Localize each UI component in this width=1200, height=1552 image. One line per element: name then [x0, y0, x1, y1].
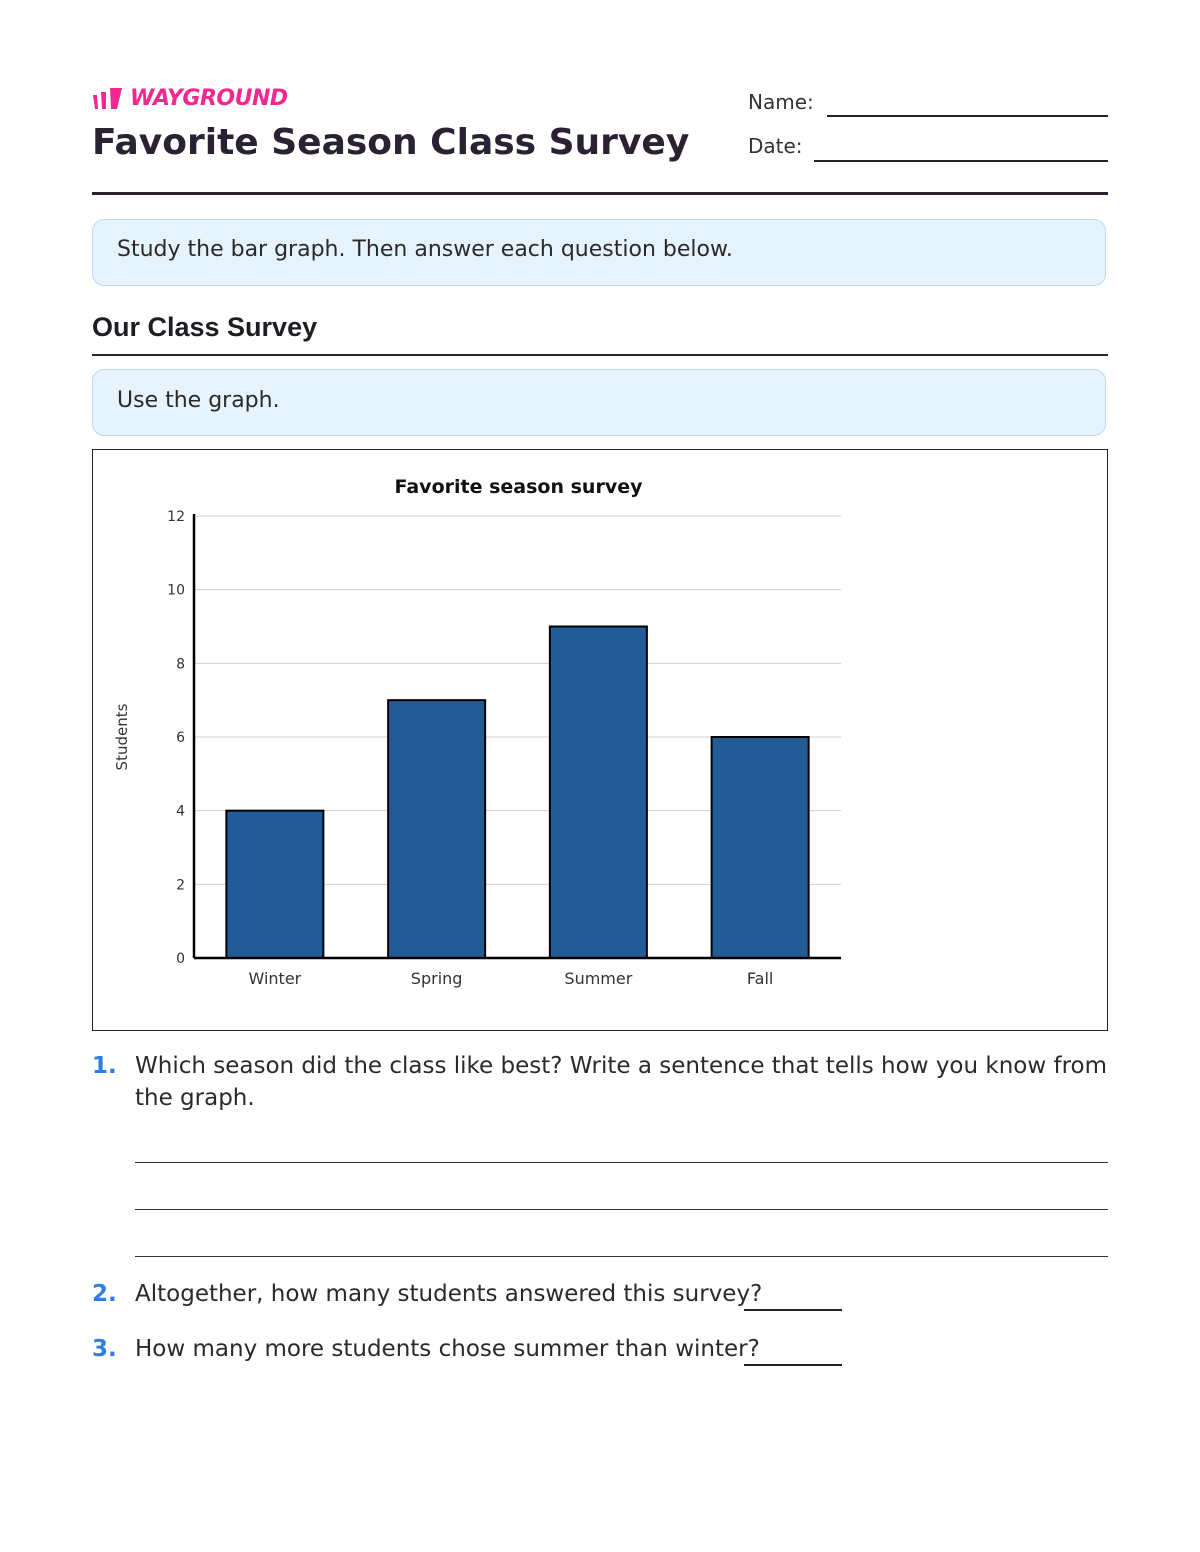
y-tick-label: 2: [176, 877, 185, 894]
page-title: Favorite Season Class Survey: [92, 122, 690, 163]
question-2-number: 2.: [92, 1281, 117, 1307]
y-tick-label: 10: [167, 582, 185, 599]
question-3-text: How many more students chose summer than winter?: [135, 1336, 760, 1362]
section-divider: [92, 354, 1108, 356]
y-tick-label: 6: [176, 730, 185, 746]
section-title: Our Class Survey: [92, 312, 318, 342]
question-1-number: 1.: [92, 1053, 117, 1079]
question-3-number: 3.: [92, 1336, 117, 1362]
section-instruction-box: [92, 369, 1106, 436]
x-tick-label: Spring: [410, 969, 463, 988]
y-tick-label: 4: [176, 803, 185, 820]
y-tick-label: 8: [176, 656, 185, 673]
question-2: [92, 1278, 762, 1310]
bar-fall: [712, 737, 809, 958]
header-divider: [92, 192, 1108, 195]
x-tick-label: Summer: [564, 969, 633, 988]
bar-summer: [550, 627, 647, 959]
answer-blank-3[interactable]: [744, 1364, 842, 1366]
bar-chart: [92, 449, 1108, 1031]
answer-line-3[interactable]: [135, 1256, 1108, 1257]
x-tick-label: Fall: [746, 969, 774, 988]
chart-title: Favorite season survey: [394, 476, 643, 498]
question-2-text: Altogether, how many students answered this survey?: [135, 1281, 763, 1307]
brand-logo: [92, 86, 288, 111]
y-axis-label: Students: [113, 703, 131, 771]
answer-line-1[interactable]: [135, 1162, 1108, 1163]
instructions-text: Study the bar graph. Then answer each question below.: [117, 237, 733, 262]
y-tick-label: 0: [176, 951, 185, 967]
wayground-logo-icon: [92, 87, 124, 111]
brand-name: WAYGROUND: [130, 86, 288, 111]
instructions-box: [92, 219, 1106, 286]
name-field[interactable]: [827, 115, 1108, 117]
bar-chart-svg: [93, 450, 1107, 1030]
name-label: Name:: [748, 90, 814, 114]
y-tick-label: 12: [167, 509, 185, 525]
section-instruction-text: Use the graph.: [117, 388, 280, 413]
bar-winter: [226, 811, 323, 958]
answer-blank-2[interactable]: [744, 1309, 842, 1311]
question-1-text: Which season did the class like best? Write a sentence that tells how you know from the graph.: [135, 1053, 1108, 1111]
bar-spring: [388, 700, 485, 958]
date-field[interactable]: [814, 160, 1108, 162]
answer-line-2[interactable]: [135, 1209, 1108, 1210]
x-tick-label: Winter: [248, 969, 302, 988]
date-label: Date:: [748, 134, 803, 158]
question-1: [92, 1050, 1108, 1114]
question-3: [92, 1333, 760, 1365]
